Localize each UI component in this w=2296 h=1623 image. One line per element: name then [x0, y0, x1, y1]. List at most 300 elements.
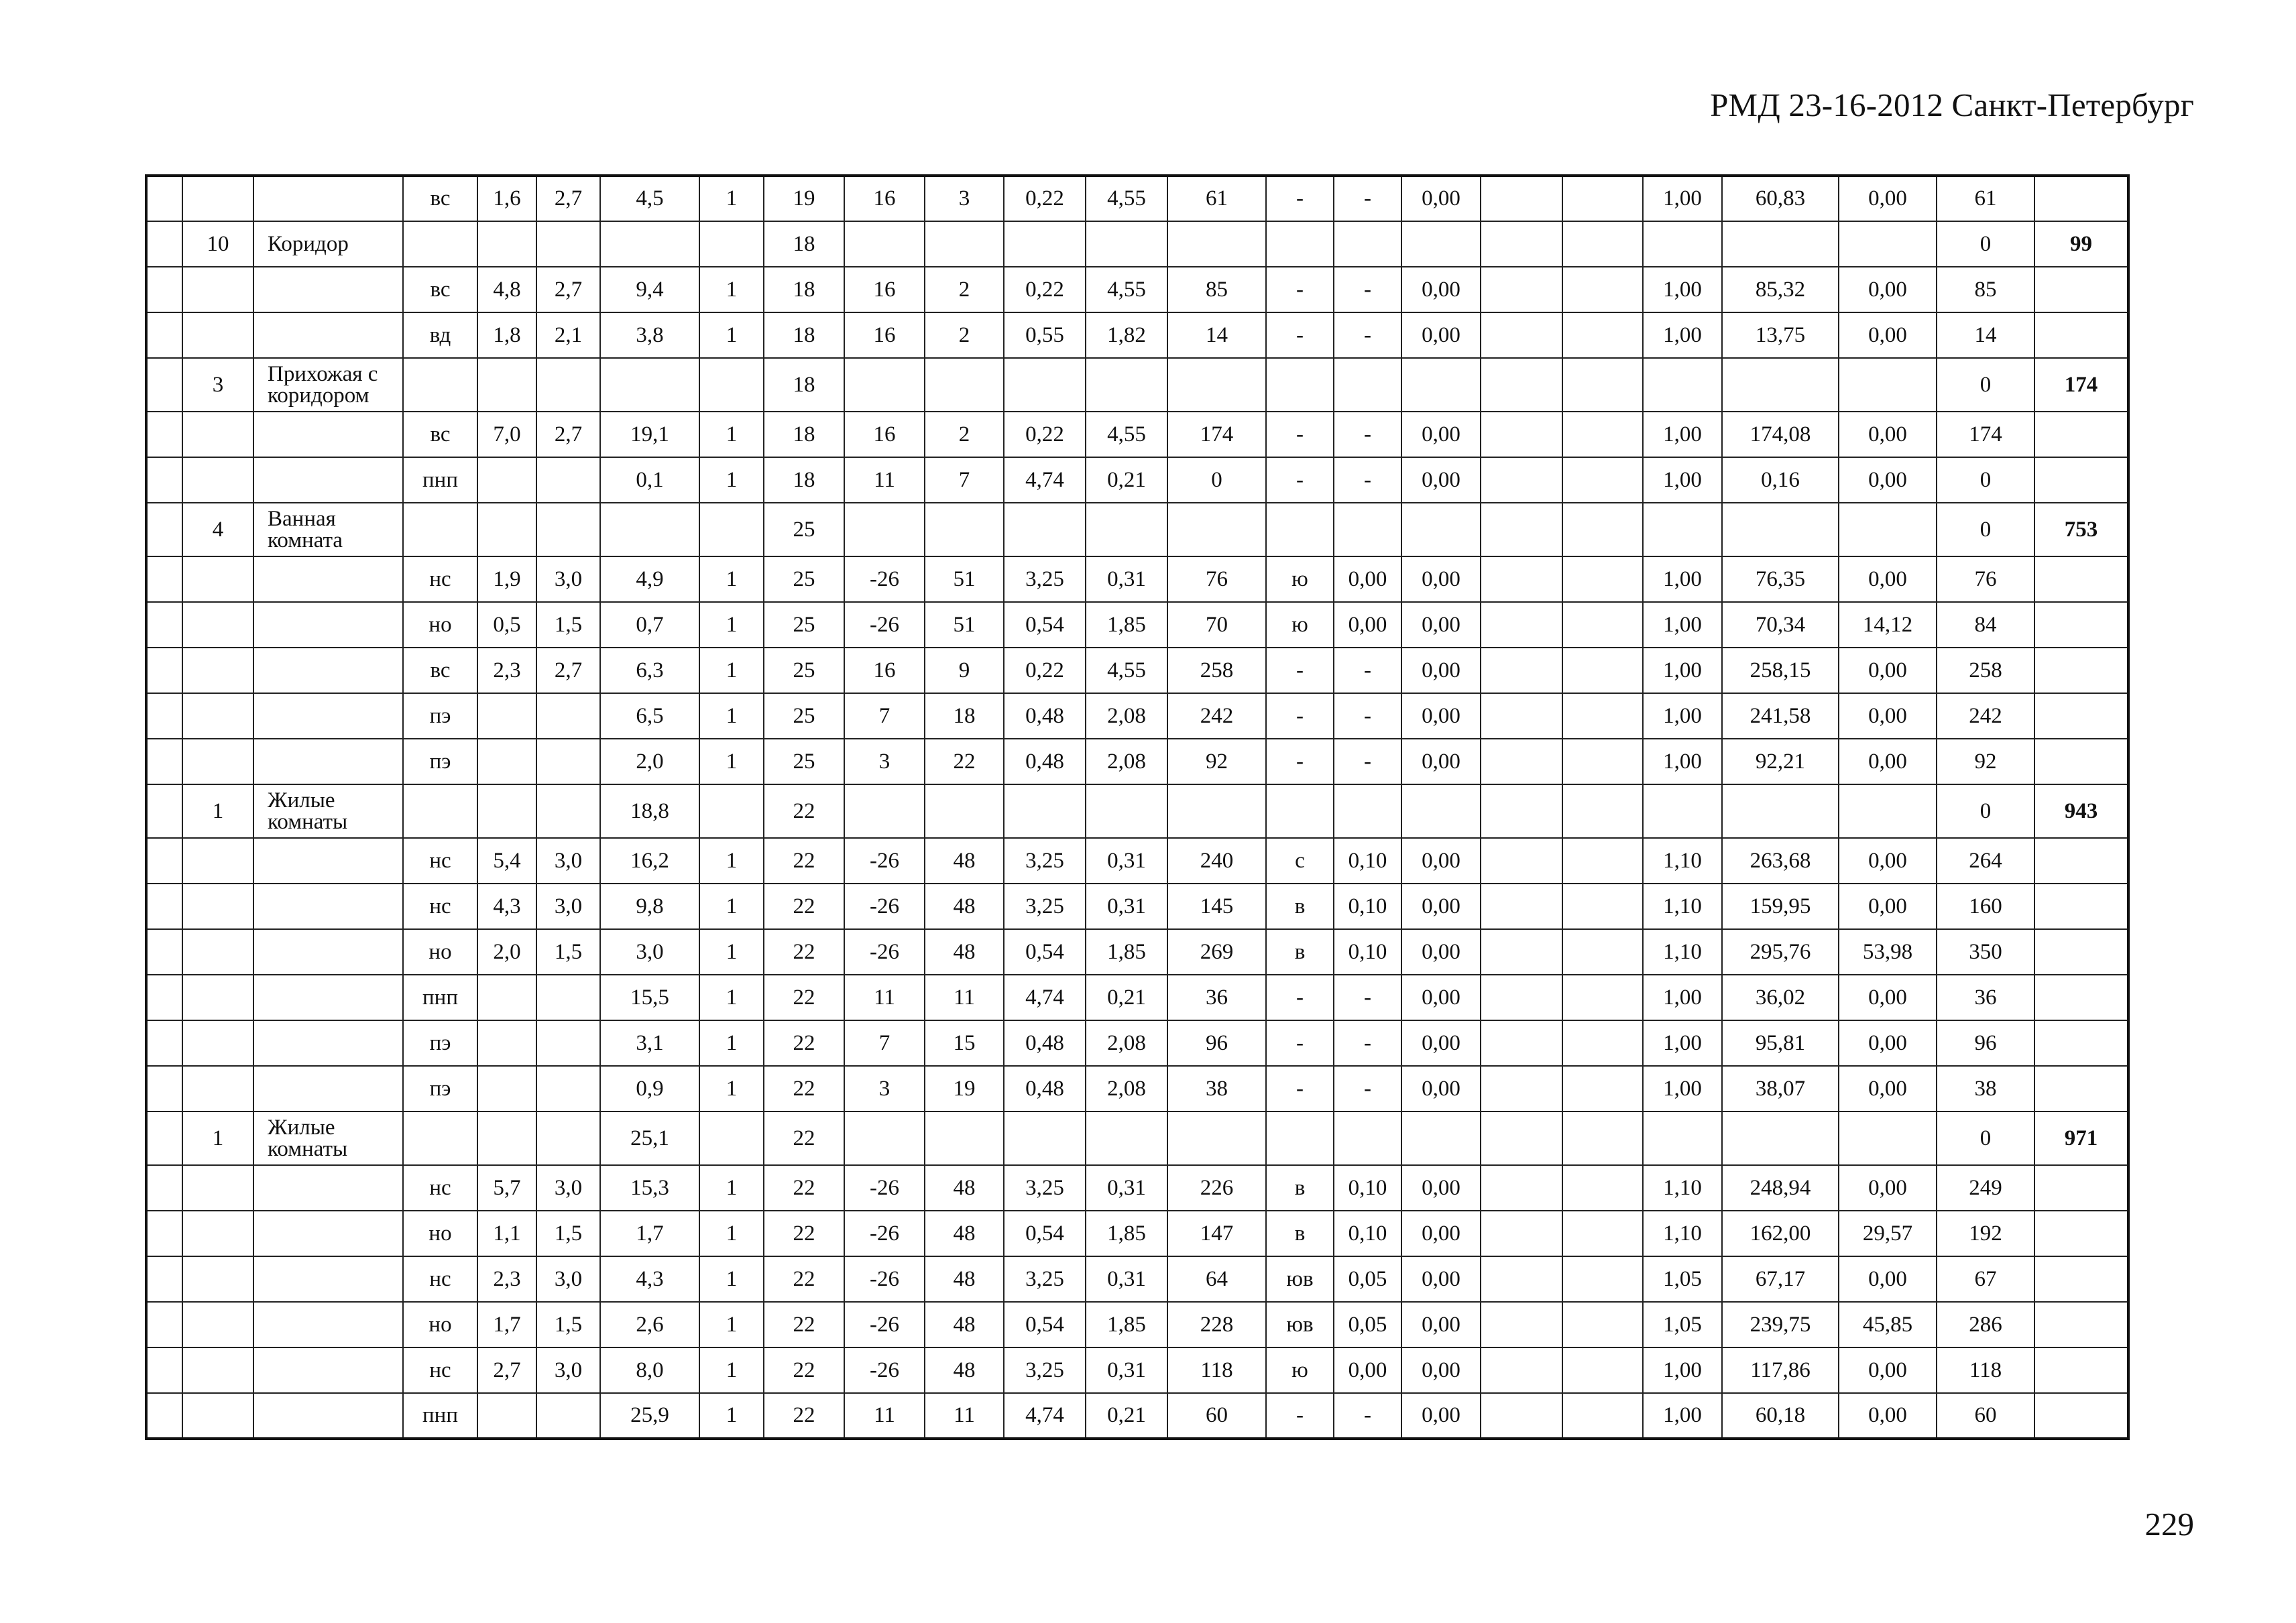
table-row [146, 1256, 2128, 1302]
table-cell: 85 [1937, 267, 2034, 312]
table-cell [1643, 221, 1722, 267]
table-cell: 2,08 [1086, 1020, 1167, 1066]
table-cell: 263,68 [1722, 838, 1839, 884]
table-cell [699, 784, 764, 838]
table-cell: 36 [1167, 975, 1266, 1020]
table-cell [1562, 556, 1643, 602]
table-cell: 1 [699, 693, 764, 739]
table-cell: 3 [925, 176, 1004, 221]
table-cell [146, 176, 182, 221]
room-total-cell [2034, 929, 2128, 975]
table-cell: 3,25 [1004, 838, 1086, 884]
table-cell: 0,22 [1004, 648, 1086, 693]
room-name-cell [253, 929, 403, 975]
table-cell: 1,00 [1643, 1066, 1722, 1111]
table-cell: 48 [925, 1165, 1004, 1211]
table-cell: 25 [764, 556, 844, 602]
room-row [146, 784, 2128, 838]
table-cell: 1,00 [1643, 1020, 1722, 1066]
table-cell [600, 358, 699, 412]
table-cell [844, 1111, 925, 1165]
table-cell: 18 [925, 693, 1004, 739]
table-cell [1004, 221, 1086, 267]
table-cell [1562, 221, 1643, 267]
table-cell: 258 [1167, 648, 1266, 693]
table-cell: 2,7 [536, 412, 600, 457]
table-cell: 0,21 [1086, 457, 1167, 503]
room-total-cell [2034, 267, 2128, 312]
table-cell: 1 [699, 312, 764, 358]
table-cell: 1,10 [1643, 884, 1722, 929]
table-cell [182, 176, 253, 221]
table-cell: нс [403, 884, 477, 929]
table-cell: 0,00 [1839, 1165, 1937, 1211]
table-cell: 0,00 [1401, 1393, 1481, 1439]
table-cell [1481, 267, 1562, 312]
table-cell [146, 884, 182, 929]
table-cell: 0,48 [1004, 739, 1086, 784]
table-cell: 1,05 [1643, 1302, 1722, 1347]
table-cell: пэ [403, 1066, 477, 1111]
table-cell: 22 [764, 1211, 844, 1256]
table-cell: 0,00 [1401, 602, 1481, 648]
table-cell: 3 [844, 739, 925, 784]
table-cell: 4,55 [1086, 267, 1167, 312]
room-row [146, 221, 2128, 267]
room-total-cell [2034, 602, 2128, 648]
room-name-cell [253, 1165, 403, 1211]
room-total-cell [2034, 312, 2128, 358]
table-cell: - [1334, 267, 1401, 312]
table-cell [1481, 221, 1562, 267]
table-cell: 1 [699, 838, 764, 884]
table-cell: 3,0 [536, 1165, 600, 1211]
table-cell [1562, 503, 1643, 556]
table-cell [182, 602, 253, 648]
table-cell: 7,0 [477, 412, 536, 457]
table-cell: 6,3 [600, 648, 699, 693]
table-cell: 0,00 [1839, 884, 1937, 929]
table-cell [1481, 1393, 1562, 1439]
table-cell: 2 [925, 412, 1004, 457]
table-cell [477, 1066, 536, 1111]
table-cell: -26 [844, 884, 925, 929]
table-row [146, 693, 2128, 739]
table-cell: 1,85 [1086, 929, 1167, 975]
table-cell: но [403, 602, 477, 648]
table-cell: 0,48 [1004, 693, 1086, 739]
table-cell [1481, 693, 1562, 739]
room-total-cell [2034, 1256, 2128, 1302]
table-cell: 60,83 [1722, 176, 1839, 221]
table-cell: 0,48 [1004, 1066, 1086, 1111]
table-cell: нс [403, 556, 477, 602]
table-cell: 1,00 [1643, 693, 1722, 739]
table-cell: 162,00 [1722, 1211, 1839, 1256]
table-cell: 0,00 [1839, 312, 1937, 358]
table-cell [182, 1020, 253, 1066]
table-cell: 48 [925, 929, 1004, 975]
table-cell: 22 [764, 784, 844, 838]
table-cell: 269 [1167, 929, 1266, 975]
table-cell: 15,5 [600, 975, 699, 1020]
table-cell: - [1334, 693, 1401, 739]
table-cell [1643, 503, 1722, 556]
room-name-cell [253, 602, 403, 648]
table-cell: 9,4 [600, 267, 699, 312]
table-cell: 248,94 [1722, 1165, 1839, 1211]
table-cell: 1 [699, 1393, 764, 1439]
table-cell [182, 975, 253, 1020]
table-row [146, 457, 2128, 503]
table-cell [1481, 176, 1562, 221]
room-total-cell: 971 [2034, 1111, 2128, 1165]
table-cell [844, 503, 925, 556]
table-row [146, 176, 2128, 221]
table-cell: 38 [1937, 1066, 2034, 1111]
table-cell: 0,22 [1004, 412, 1086, 457]
table-cell [403, 1111, 477, 1165]
table-cell [1481, 1165, 1562, 1211]
table-cell: 13,75 [1722, 312, 1839, 358]
table-cell: 0,00 [1401, 457, 1481, 503]
table-cell [1266, 358, 1334, 412]
room-total-cell [2034, 1165, 2128, 1211]
table-cell: 1,00 [1643, 312, 1722, 358]
room-name-cell [253, 1066, 403, 1111]
table-cell: 3,0 [536, 838, 600, 884]
table-row [146, 975, 2128, 1020]
table-cell: 11 [925, 1393, 1004, 1439]
table-cell [182, 412, 253, 457]
table-cell [1643, 784, 1722, 838]
table-cell [1481, 1211, 1562, 1256]
room-name-cell: Ванная комната [253, 503, 403, 556]
table-cell: 1 [699, 884, 764, 929]
table-cell: 4,55 [1086, 176, 1167, 221]
table-cell: 11 [925, 975, 1004, 1020]
table-cell: 117,86 [1722, 1347, 1839, 1393]
table-cell: -26 [844, 1165, 925, 1211]
table-cell: 3,0 [536, 1347, 600, 1393]
table-cell: пнп [403, 457, 477, 503]
table-cell: 92,21 [1722, 739, 1839, 784]
table-cell: 1 [699, 1302, 764, 1347]
table-cell: 0 [1937, 503, 2034, 556]
table-cell: 0,00 [1401, 884, 1481, 929]
table-cell: 1,7 [477, 1302, 536, 1347]
table-cell: 4,74 [1004, 975, 1086, 1020]
table-cell: 0,00 [1401, 312, 1481, 358]
table-cell [146, 1393, 182, 1439]
table-cell: 22 [764, 1347, 844, 1393]
table-cell: 22 [764, 975, 844, 1020]
table-cell [699, 221, 764, 267]
table-cell [146, 1165, 182, 1211]
room-total-cell [2034, 556, 2128, 602]
table-cell: -26 [844, 1302, 925, 1347]
table-cell: 6,5 [600, 693, 699, 739]
table-cell: 1,00 [1643, 648, 1722, 693]
table-cell: 48 [925, 1211, 1004, 1256]
table-cell: 4,9 [600, 556, 699, 602]
room-name-cell: Прихожая с коридором [253, 358, 403, 412]
table-cell: 38,07 [1722, 1066, 1839, 1111]
table-cell: 15,3 [600, 1165, 699, 1211]
table-cell [477, 358, 536, 412]
table-cell: - [1266, 312, 1334, 358]
table-cell [1086, 1111, 1167, 1165]
table-cell [477, 221, 536, 267]
table-cell: 11 [844, 975, 925, 1020]
table-cell: вд [403, 312, 477, 358]
table-cell: но [403, 929, 477, 975]
table-cell [1722, 358, 1839, 412]
table-cell: 4,3 [600, 1256, 699, 1302]
table-cell: 0,10 [1334, 838, 1401, 884]
table-cell: 3,25 [1004, 556, 1086, 602]
table-cell: - [1266, 1066, 1334, 1111]
table-cell [1562, 1211, 1643, 1256]
table-cell: ю [1266, 556, 1334, 602]
table-row [146, 556, 2128, 602]
table-cell [146, 412, 182, 457]
table-cell: ю [1266, 602, 1334, 648]
table-cell: 9 [925, 648, 1004, 693]
table-cell [600, 503, 699, 556]
table-cell [1004, 784, 1086, 838]
table-cell [146, 1020, 182, 1066]
table-cell: 2,6 [600, 1302, 699, 1347]
table-cell: 174,08 [1722, 412, 1839, 457]
table-cell: 0,00 [1401, 929, 1481, 975]
table-cell: 85,32 [1722, 267, 1839, 312]
table-cell [1401, 221, 1481, 267]
table-cell [182, 1256, 253, 1302]
table-cell: 18 [764, 457, 844, 503]
table-cell: 0,00 [1839, 1393, 1937, 1439]
table-cell [1562, 1302, 1643, 1347]
table-cell [1086, 358, 1167, 412]
table-cell: 0,54 [1004, 602, 1086, 648]
table-cell: 0 [1937, 358, 2034, 412]
table-cell: в [1266, 1165, 1334, 1211]
table-cell: 1,00 [1643, 1347, 1722, 1393]
table-cell [1481, 1111, 1562, 1165]
table-cell: - [1266, 975, 1334, 1020]
table-cell [1481, 739, 1562, 784]
table-body [146, 176, 2128, 1439]
table-cell [1722, 503, 1839, 556]
table-cell: - [1266, 1393, 1334, 1439]
table-cell [403, 221, 477, 267]
table-cell: 2 [925, 312, 1004, 358]
table-cell [146, 929, 182, 975]
table-cell: с [1266, 838, 1334, 884]
table-cell: нс [403, 1256, 477, 1302]
table-cell [182, 884, 253, 929]
table-cell [1562, 412, 1643, 457]
table-cell: 2,0 [600, 739, 699, 784]
table-cell: 3,0 [600, 929, 699, 975]
table-cell [1562, 1256, 1643, 1302]
table-cell [1481, 648, 1562, 693]
table-cell: 2,7 [536, 648, 600, 693]
table-cell: 1 [699, 267, 764, 312]
room-name-cell [253, 312, 403, 358]
table-cell: 22 [764, 1302, 844, 1347]
table-cell: 0,00 [1839, 267, 1937, 312]
table-cell: 0,54 [1004, 1211, 1086, 1256]
table-cell: 18 [764, 412, 844, 457]
table-cell: 14 [1937, 312, 2034, 358]
room-total-cell: 174 [2034, 358, 2128, 412]
table-cell: 45,85 [1839, 1302, 1937, 1347]
table-cell: - [1334, 975, 1401, 1020]
table-cell [1562, 739, 1643, 784]
table-cell [1334, 1111, 1401, 1165]
table-cell: 1,5 [536, 602, 600, 648]
table-row [146, 267, 2128, 312]
table-cell: -26 [844, 1211, 925, 1256]
table-cell [1167, 221, 1266, 267]
table-cell: 0,31 [1086, 556, 1167, 602]
table-cell: 61 [1937, 176, 2034, 221]
table-row [146, 739, 2128, 784]
table-cell: пэ [403, 739, 477, 784]
table-cell: 53,98 [1839, 929, 1937, 975]
table-cell: 0 [1937, 457, 2034, 503]
table-cell: - [1334, 457, 1401, 503]
table-cell: - [1334, 1020, 1401, 1066]
room-name-cell [253, 884, 403, 929]
table-cell [146, 693, 182, 739]
table-cell [1481, 929, 1562, 975]
table-cell: 118 [1167, 1347, 1266, 1393]
table-cell: 16 [844, 176, 925, 221]
table-cell [1562, 975, 1643, 1020]
table-cell: 9,8 [600, 884, 699, 929]
table-cell: 4,55 [1086, 412, 1167, 457]
table-cell [536, 739, 600, 784]
table-cell: 174 [1167, 412, 1266, 457]
table-cell: 118 [1937, 1347, 2034, 1393]
table-cell: 1,00 [1643, 602, 1722, 648]
table-cell: 0,00 [1401, 412, 1481, 457]
table-cell [1167, 358, 1266, 412]
room-name-cell [253, 176, 403, 221]
table-cell: 76 [1167, 556, 1266, 602]
table-cell: 1,10 [1643, 838, 1722, 884]
table-cell: 0,00 [1839, 975, 1937, 1020]
table-cell: 174 [1937, 412, 2034, 457]
table-cell: 0,00 [1334, 1347, 1401, 1393]
table-cell: 19 [925, 1066, 1004, 1111]
table-cell: - [1334, 739, 1401, 784]
table-cell: 0,5 [477, 602, 536, 648]
table-cell: 67,17 [1722, 1256, 1839, 1302]
table-cell [146, 312, 182, 358]
table-cell [1562, 1165, 1643, 1211]
table-cell: 29,57 [1839, 1211, 1937, 1256]
table-cell: 258 [1937, 648, 2034, 693]
table-cell [844, 358, 925, 412]
table-cell [1562, 358, 1643, 412]
table-cell [1004, 1111, 1086, 1165]
table-row [146, 1347, 2128, 1393]
room-total-cell [2034, 1347, 2128, 1393]
table-cell [146, 457, 182, 503]
table-cell: 0 [1167, 457, 1266, 503]
table-cell: 22 [925, 739, 1004, 784]
table-cell [1167, 503, 1266, 556]
table-cell: - [1266, 1020, 1334, 1066]
table-cell: 1 [699, 739, 764, 784]
table-row [146, 1066, 2128, 1111]
table-row [146, 1020, 2128, 1066]
table-cell: 14 [1167, 312, 1266, 358]
table-cell: 1,00 [1643, 267, 1722, 312]
table-cell: 0,00 [1839, 693, 1937, 739]
table-cell [925, 1111, 1004, 1165]
table-cell: 192 [1937, 1211, 2034, 1256]
table-cell: 1,05 [1643, 1256, 1722, 1302]
table-cell [1562, 312, 1643, 358]
table-cell: вс [403, 176, 477, 221]
table-cell [1334, 503, 1401, 556]
table-cell: 1,00 [1643, 412, 1722, 457]
table-cell: 7 [844, 1020, 925, 1066]
table-cell [699, 358, 764, 412]
table-cell: 22 [764, 929, 844, 975]
table-cell: 0,00 [1839, 556, 1937, 602]
table-cell: 1 [699, 1066, 764, 1111]
table-cell: 0,00 [1401, 1256, 1481, 1302]
room-total-cell: 943 [2034, 784, 2128, 838]
table-cell [1401, 503, 1481, 556]
table-cell [182, 1347, 253, 1393]
table-cell: 64 [1167, 1256, 1266, 1302]
table-cell: 0,00 [1839, 648, 1937, 693]
table-cell: 264 [1937, 838, 2034, 884]
table-cell: в [1266, 929, 1334, 975]
table-cell: 4,3 [477, 884, 536, 929]
table-cell: 61 [1167, 176, 1266, 221]
table-cell: 145 [1167, 884, 1266, 929]
table-cell: 242 [1937, 693, 2034, 739]
table-cell: 1,1 [477, 1211, 536, 1256]
table-cell: 76,35 [1722, 556, 1839, 602]
table-cell: 350 [1937, 929, 2034, 975]
table-cell: 70 [1167, 602, 1266, 648]
table-cell: 1,8 [477, 312, 536, 358]
room-total-cell [2034, 412, 2128, 457]
table-row [146, 602, 2128, 648]
table-cell [1266, 1111, 1334, 1165]
table-cell [1334, 221, 1401, 267]
table-cell: 1,00 [1643, 457, 1722, 503]
table-cell: 1 [699, 1020, 764, 1066]
table-cell: 0,00 [1334, 556, 1401, 602]
table-cell: 36,02 [1722, 975, 1839, 1020]
room-total-cell [2034, 884, 2128, 929]
table-cell: 48 [925, 884, 1004, 929]
table-cell: 2,3 [477, 1256, 536, 1302]
table-cell [1839, 221, 1937, 267]
table-cell [1643, 1111, 1722, 1165]
table-cell: пнп [403, 975, 477, 1020]
room-total-cell: 99 [2034, 221, 2128, 267]
